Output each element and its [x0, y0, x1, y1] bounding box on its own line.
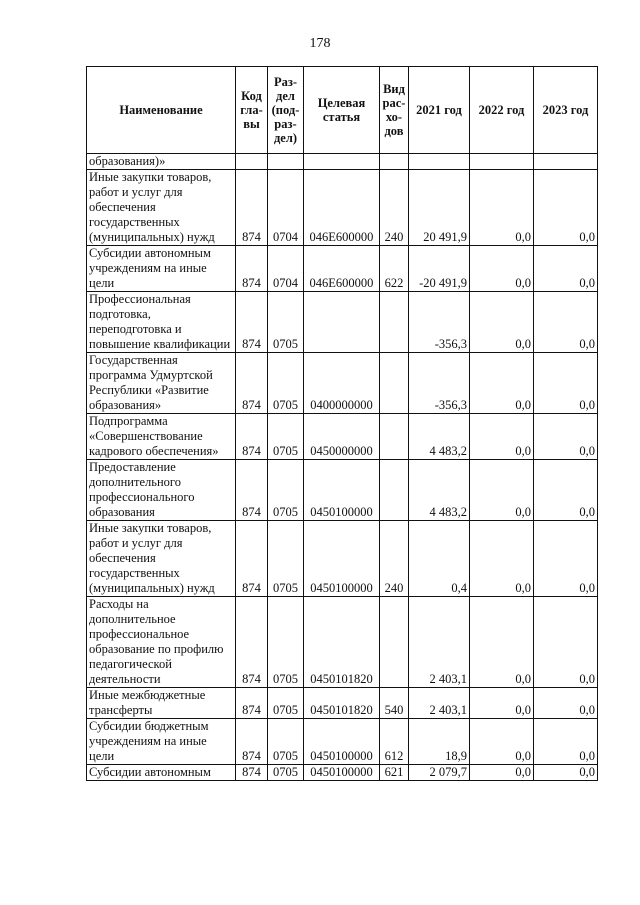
- row-2023: 0,0: [534, 414, 598, 460]
- row-2021: -356,3: [409, 292, 470, 353]
- row-name: Субсидии автономным учреждениям на иные цели: [87, 246, 236, 292]
- row-2022: 0,0: [470, 460, 534, 521]
- row-name: Иные закупки товаров, работ и услуг для обеспечения государственных (муниципальных) нужд: [87, 521, 236, 597]
- row-target: [304, 154, 380, 170]
- row-section: 0705: [268, 688, 304, 719]
- header-section: Раз- дел (под- раз- дел): [268, 67, 304, 154]
- row-2022: 0,0: [470, 414, 534, 460]
- budget-table: [86, 66, 598, 781]
- row-2022: 0,0: [470, 688, 534, 719]
- row-2022: 0,0: [470, 292, 534, 353]
- row-expense: 621: [380, 765, 409, 781]
- row-name: Подпрограмма «Совершенствование кадрового обеспечения»: [87, 414, 236, 460]
- row-2022: 0,0: [470, 170, 534, 246]
- row-chapter: 874: [236, 292, 268, 353]
- row-2023: 0,0: [534, 246, 598, 292]
- row-expense: [380, 597, 409, 688]
- row-expense: [380, 414, 409, 460]
- header-expense-type: Вид рас- хо- дов: [380, 67, 409, 154]
- row-2023: 0,0: [534, 292, 598, 353]
- row-target: 0450101820: [304, 688, 380, 719]
- row-2022: 0,0: [470, 353, 534, 414]
- row-name: Профессиональная подготовка, переподготовка и повышение квалификации: [87, 292, 236, 353]
- row-target: 046E600000: [304, 170, 380, 246]
- row-chapter: 874: [236, 521, 268, 597]
- row-expense: 240: [380, 521, 409, 597]
- row-2022: 0,0: [470, 521, 534, 597]
- table-row: [87, 765, 598, 781]
- row-2023: 0,0: [534, 460, 598, 521]
- row-2023: 0,0: [534, 765, 598, 781]
- row-section: 0704: [268, 246, 304, 292]
- row-section: 0705: [268, 460, 304, 521]
- row-expense: 540: [380, 688, 409, 719]
- row-section: 0705: [268, 597, 304, 688]
- row-2022: 0,0: [470, 719, 534, 765]
- table-row: [87, 292, 598, 353]
- header-chapter-code: Код гла- вы: [236, 67, 268, 154]
- row-expense: [380, 292, 409, 353]
- row-name: Субсидии бюджетным учреждениям на иные цели: [87, 719, 236, 765]
- row-section: [268, 154, 304, 170]
- table-row: [87, 460, 598, 521]
- row-target: 0400000000: [304, 353, 380, 414]
- row-chapter: 874: [236, 353, 268, 414]
- table-header-row: [87, 67, 598, 154]
- row-2023: 0,0: [534, 521, 598, 597]
- row-2022: [470, 154, 534, 170]
- row-chapter: 874: [236, 414, 268, 460]
- row-target: 0450100000: [304, 521, 380, 597]
- row-2023: 0,0: [534, 719, 598, 765]
- row-expense: 612: [380, 719, 409, 765]
- row-expense: [380, 154, 409, 170]
- row-2021: [409, 154, 470, 170]
- header-name: Наименование: [87, 67, 236, 154]
- row-target: [304, 292, 380, 353]
- row-chapter: 874: [236, 170, 268, 246]
- row-chapter: 874: [236, 719, 268, 765]
- row-2021: 18,9: [409, 719, 470, 765]
- row-target: 0450000000: [304, 414, 380, 460]
- row-2022: 0,0: [470, 765, 534, 781]
- row-2022: 0,0: [470, 597, 534, 688]
- row-name: Государственная программа Удмуртской Республики «Развитие образования»: [87, 353, 236, 414]
- row-2021: 20 491,9: [409, 170, 470, 246]
- row-chapter: 874: [236, 460, 268, 521]
- table-row: [87, 353, 598, 414]
- row-2021: -20 491,9: [409, 246, 470, 292]
- row-chapter: 874: [236, 688, 268, 719]
- table-row: [87, 688, 598, 719]
- row-chapter: 874: [236, 765, 268, 781]
- row-section: 0705: [268, 719, 304, 765]
- row-section: 0705: [268, 765, 304, 781]
- row-2021: 0,4: [409, 521, 470, 597]
- row-2021: 2 079,7: [409, 765, 470, 781]
- row-2021: 4 483,2: [409, 414, 470, 460]
- row-name: Расходы на дополнительное профессиональное образование по профилю педагогической деятельности: [87, 597, 236, 688]
- table-row: [87, 414, 598, 460]
- table-row: [87, 521, 598, 597]
- row-2021: 2 403,1: [409, 597, 470, 688]
- row-target: 0450100000: [304, 719, 380, 765]
- row-2023: 0,0: [534, 353, 598, 414]
- row-chapter: [236, 154, 268, 170]
- table-row: [87, 597, 598, 688]
- row-target: 0450100000: [304, 460, 380, 521]
- row-section: 0705: [268, 521, 304, 597]
- row-2021: 2 403,1: [409, 688, 470, 719]
- table-row: [87, 154, 598, 170]
- row-section: 0705: [268, 292, 304, 353]
- row-2022: 0,0: [470, 246, 534, 292]
- row-expense: 240: [380, 170, 409, 246]
- table-row: [87, 719, 598, 765]
- row-section: 0704: [268, 170, 304, 246]
- header-target-article: Целевая статья: [304, 67, 380, 154]
- row-expense: [380, 460, 409, 521]
- row-name: Иные закупки товаров, работ и услуг для обеспечения государственных (муниципальных) нужд: [87, 170, 236, 246]
- header-year-2023: 2023 год: [534, 67, 598, 154]
- row-name: Субсидии автономным: [87, 765, 236, 781]
- header-year-2022: 2022 год: [470, 67, 534, 154]
- row-2023: 0,0: [534, 170, 598, 246]
- row-expense: [380, 353, 409, 414]
- row-2023: 0,0: [534, 688, 598, 719]
- row-target: 046E600000: [304, 246, 380, 292]
- row-name: Иные межбюджетные трансферты: [87, 688, 236, 719]
- row-chapter: 874: [236, 246, 268, 292]
- table-row: [87, 246, 598, 292]
- row-target: 0450101820: [304, 597, 380, 688]
- row-name: образования)»: [87, 154, 236, 170]
- row-2021: -356,3: [409, 353, 470, 414]
- row-name: Предоставление дополнительного профессионального образования: [87, 460, 236, 521]
- row-2023: 0,0: [534, 597, 598, 688]
- row-chapter: 874: [236, 597, 268, 688]
- row-target: 0450100000: [304, 765, 380, 781]
- page-number: 178: [309, 36, 331, 51]
- row-2021: 4 483,2: [409, 460, 470, 521]
- row-2023: [534, 154, 598, 170]
- header-year-2021: 2021 год: [409, 67, 470, 154]
- row-section: 0705: [268, 353, 304, 414]
- row-expense: 622: [380, 246, 409, 292]
- table-row: [87, 170, 598, 246]
- row-section: 0705: [268, 414, 304, 460]
